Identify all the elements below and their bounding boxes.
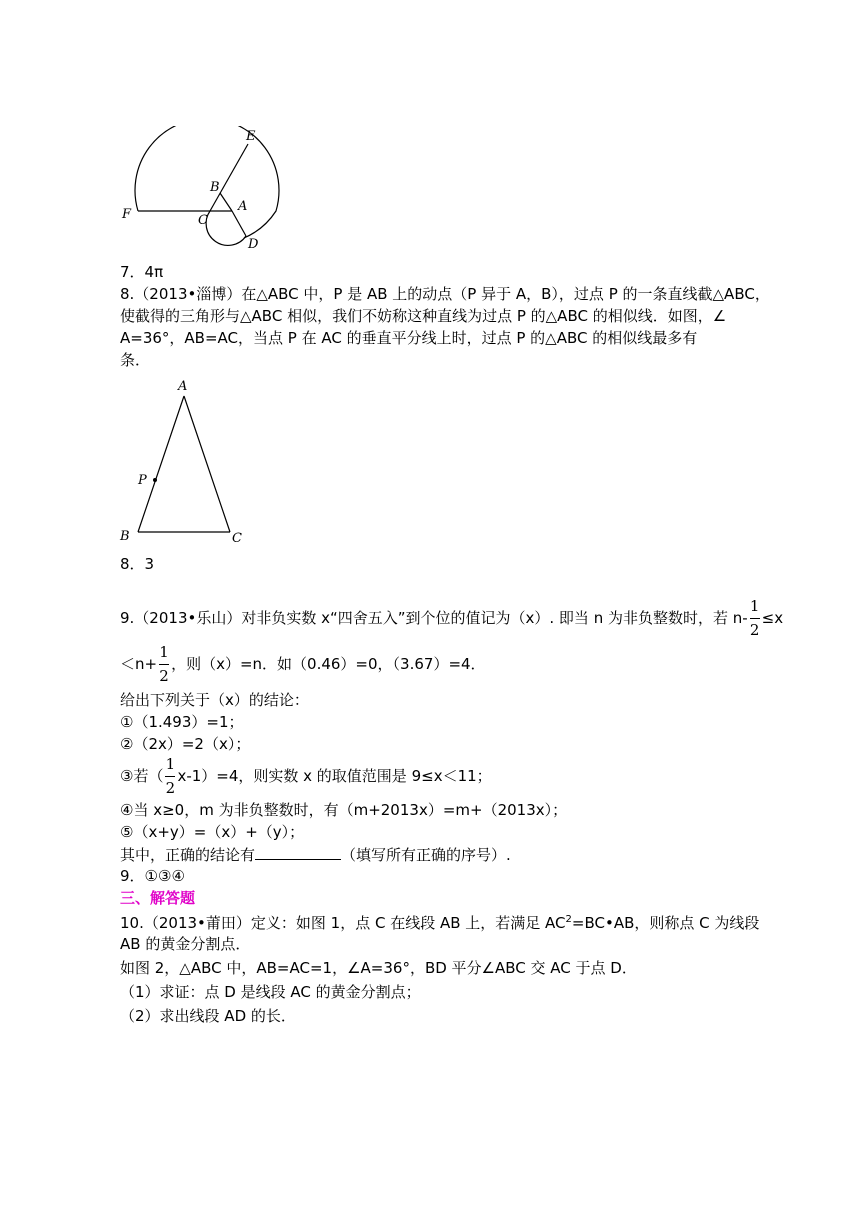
label-c: C <box>198 213 208 228</box>
label-d: D <box>248 237 259 252</box>
q10-line-4: （1）求证：点 D 是线段 AC 的黄金分割点； <box>120 983 421 1001</box>
q9-conclusion-4: ④当 x≥0，m 为非负整数时，有（m+2013x）=m+（2013x）； <box>120 801 568 819</box>
fraction-one-half: $\frac{1}{2}$ <box>165 754 176 797</box>
fraction-one-half: $\frac{1}{2}$ <box>749 596 760 639</box>
q9-line-3: 给出下列关于（x）的结论： <box>120 691 309 709</box>
label-b: B <box>210 180 220 195</box>
q9-line-2: ＜n+ $\frac{1}{2}$ ，则（x）=n．如（0.46）=0，（3.67）=4． <box>120 642 486 685</box>
q9-conclusion-1: ①（1.493）=1； <box>120 713 244 731</box>
q9-conclusion-5: ⑤（x+y）=（x）+（y）； <box>120 823 305 841</box>
small-arc <box>206 211 246 245</box>
answer-blank <box>255 844 341 860</box>
label-c: C <box>232 531 242 546</box>
label-a: A <box>238 199 248 214</box>
point-p <box>153 478 157 482</box>
q9-line-9: 其中，正确的结论有 （填写所有正确的序号）. <box>120 846 511 864</box>
q8-line-2: 使截得的三角形与△ABC 相似，我们不妨称这种直线为过点 P 的△ABC 的相似线．如图，∠ <box>120 307 727 325</box>
q8-line-3: A=36°，AB=AC，当点 P 在 AC 的垂直平分线上时，过点 P 的△ABC 的相似线最多有 <box>120 329 698 347</box>
label-e: E <box>246 129 256 144</box>
q10-line-5: （2）求出线段 AD 的长． <box>120 1007 296 1025</box>
q9-line-1: 9.（2013•乐山）对非负实数 x“四舍五入”到个位的值记为（x）. 即当 n 为非负整数时，若 n- $\frac{1}{2}$ ≤x <box>120 596 784 639</box>
line-ad <box>232 211 246 236</box>
side-ab <box>138 396 184 532</box>
label-b: B <box>120 529 130 544</box>
label-p: P <box>138 473 147 488</box>
figure-8-triangle <box>114 376 254 548</box>
label-a: A <box>178 379 188 394</box>
fraction-one-half: $\frac{1}{2}$ <box>159 642 169 685</box>
q8-line-4: 条． <box>120 351 151 369</box>
line-ba <box>220 193 232 211</box>
answer-8: 8．3 <box>120 555 155 573</box>
answer-9: 9．①③④ <box>120 867 185 885</box>
figure-7-diagram <box>114 126 290 254</box>
q9-conclusion-3: ③若（ $\frac{1}{2}$ x-1）=4，则实数 x 的取值范围是 9≤x＜11； <box>120 754 492 797</box>
q10-line-1: 10.（2013•莆田）定义：如图 1，点 C 在线段 AB 上，若满足 $AC^2=BC•AB$，则称点 C 为线段 <box>120 914 760 932</box>
q10-line-3: 如图 2，△ABC 中，AB=AC=1，∠A=36°，BD 平分∠ABC 交 AC 于点 D． <box>120 959 637 977</box>
q9-conclusion-2: ②（2x）=2（x）； <box>120 735 251 753</box>
answer-7: 7．4π <box>120 263 164 281</box>
side-ac <box>184 396 230 532</box>
q8-line-1: 8.（2013•淄博）在△ABC 中，P 是 AB 上的动点（P 异于 A，B），过点 P 的一条直线截△ABC， <box>120 285 770 303</box>
label-f: F <box>122 207 132 222</box>
section-heading: 三、解答题 <box>120 889 196 907</box>
q10-line-2: AB 的黄金分割点． <box>120 935 251 953</box>
